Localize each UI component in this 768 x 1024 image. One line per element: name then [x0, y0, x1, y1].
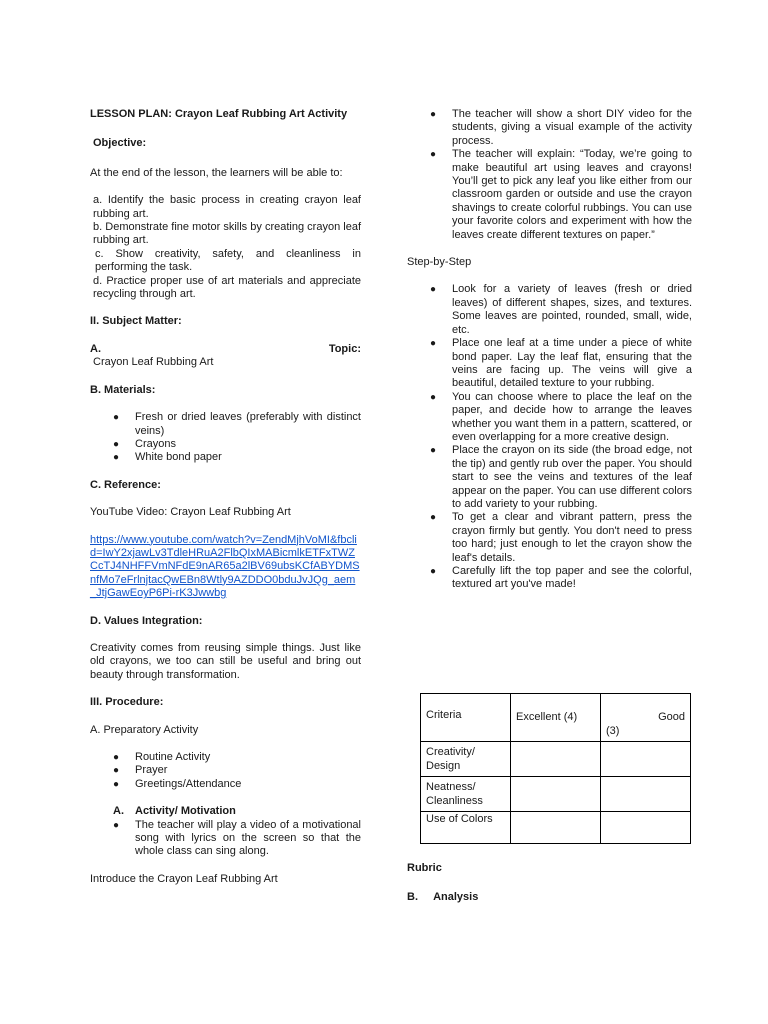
- criteria-cell: Neatness/ Cleanliness: [421, 777, 511, 812]
- table-row: [421, 694, 691, 742]
- list-item: ● The teacher will explain: “Today, we’re going to make beautiful art using leaves and crayons! You’ll get to pick any leaf you like either from our classroom garden or outside and use the crayon shavings to create colorful rubbings. You can use your favorite colors and experiment with how the leaves create different textures on paper.”: [430, 148, 692, 241]
- lesson-title: LESSON PLAN: Crayon Leaf Rubbing Art Activity: [90, 108, 348, 120]
- score-cell: [601, 812, 691, 844]
- right-column: [407, 108, 692, 592]
- reference-heading: C. Reference:: [90, 478, 161, 491]
- criteria-cell: Creativity/ Design: [421, 742, 511, 777]
- list-item: ● White bond paper: [113, 451, 222, 464]
- header-good-word: Good: [658, 711, 685, 723]
- list-item: ● Fresh or dried leaves (preferably with distinct veins): [113, 411, 361, 437]
- bullet-icon: ●: [430, 445, 437, 457]
- list-item: ● Crayons: [113, 437, 176, 450]
- bullet-icon: ●: [430, 109, 437, 120]
- bullet-icon: ●: [113, 438, 120, 450]
- subject-matter-heading: II. Subject Matter:: [90, 315, 182, 328]
- score-cell: [511, 812, 601, 844]
- bullet-icon: ●: [430, 566, 437, 577]
- introduce-text: Introduce the Crayon Leaf Rubbing Art: [90, 872, 278, 885]
- header-good: [601, 694, 691, 742]
- steps-list: [407, 283, 692, 591]
- list-item: ● You can choose where to place the leaf on the paper, and decide how to arrange the leaves whether you want them in a pattern, scattered, or even overlapping for a more creative design.: [430, 390, 692, 443]
- activity-heading: A. Activity/ Motivation: [113, 805, 236, 818]
- procedure-heading: III. Procedure:: [90, 696, 164, 709]
- header-criteria: Criteria: [421, 694, 511, 742]
- score-cell: [511, 742, 601, 777]
- table-row: [421, 812, 691, 844]
- criteria-cell: Use of Colors: [421, 812, 511, 844]
- score-cell: [601, 777, 691, 812]
- bullet-icon: ●: [430, 149, 437, 161]
- rubric-label: Rubric: [407, 862, 442, 874]
- objective-b: b. Demonstrate fine motor skills by creating crayon leaf rubbing art.: [93, 221, 361, 247]
- objective-intro: At the end of the lesson, the learners will be able to:: [90, 166, 343, 179]
- objective-d: d. Practice proper use of art materials and appreciate recycling through art.: [93, 274, 361, 301]
- preparatory-heading: A. Preparatory Activity: [90, 723, 199, 736]
- topic-value: Crayon Leaf Rubbing Art: [93, 356, 214, 369]
- objective-heading: Objective:: [93, 137, 147, 150]
- table-row: [421, 777, 691, 812]
- values-text: Creativity comes from reusing simple things. Just like old crayons, we too can still be useful and bring out beauty through transformation.: [90, 641, 361, 681]
- score-cell: [511, 777, 601, 812]
- teacher-list: [407, 108, 692, 242]
- list-item: ● Carefully lift the top paper and see the colorful, textured art you've made!: [430, 565, 692, 591]
- topic-letter: A.: [90, 342, 101, 355]
- list-item: ● The teacher will show a short DIY video for the students, giving a visual example of the activity process.: [430, 108, 692, 147]
- bullet-icon: ●: [113, 752, 120, 763]
- list-item: ● Routine Activity: [113, 751, 211, 763]
- step-heading: Step-by-Step: [407, 256, 472, 269]
- analysis-letter: B.: [407, 891, 418, 903]
- values-heading: D. Values Integration:: [90, 614, 203, 627]
- bullet-icon: ●: [113, 452, 120, 464]
- objective-a: a. Identify the basic process in creating crayon leaf rubbing art.: [93, 194, 361, 220]
- rubric-table: [420, 693, 691, 844]
- header-good-num: (3): [606, 725, 620, 737]
- list-item: ● Look for a variety of leaves (fresh or dried leaves) of different shapes, sizes, and textures. Some leaves are pointed, rounded, small, wide, etc.: [430, 283, 692, 336]
- list-item: ● The teacher will play a video of a motivational song with lyrics on the screen so that the whole class can sing along.: [113, 818, 361, 858]
- reference-link[interactable]: https://www.youtube.com/watch?v=ZendMjhVoMI&fbclid=IwY2xjawLv3TdleHRuA2FlbQIxMABicmlkETFxTWZCcTJ4NHFFVmNFdE9nAR65a2lBV69ubsKCfABYDMSnfMo7eFrlnjtacQwEBn8Wtly9AZDDO0bduJvJQg_aem_JtjGawEoyP6Pi-rK3Jwwbg: [90, 533, 360, 600]
- left-column: [90, 108, 361, 886]
- preparatory-list: [90, 751, 361, 791]
- analysis-heading: [407, 891, 478, 903]
- bullet-icon: ●: [113, 819, 120, 831]
- list-item: ● Prayer: [113, 764, 168, 777]
- bullet-icon: ●: [113, 778, 120, 790]
- materials-list: [90, 411, 361, 465]
- topic-label: Topic:: [328, 342, 361, 355]
- bullet-icon: ●: [430, 391, 437, 403]
- list-item: ● Place one leaf at a time under a piece of white bond paper. Lay the leaf flat, ensuring that the veins are facing up. The veins will give a beautiful, detailed texture to your rubbing.: [430, 337, 692, 390]
- bullet-icon: ●: [430, 284, 437, 296]
- bullet-icon: ●: [430, 512, 437, 524]
- list-item: ● To get a clear and vibrant pattern, press the crayon firmly but gently. You don't need to press too hard; just enough to let the crayon show the leaf's details.: [430, 511, 692, 564]
- objective-c: c. Show creativity, safety, and cleanliness in performing the task.: [95, 247, 361, 274]
- reference-text: YouTube Video: Crayon Leaf Rubbing Art: [90, 506, 291, 519]
- header-excellent: Excellent (4): [511, 694, 601, 742]
- materials-heading: B. Materials:: [90, 383, 156, 396]
- bullet-icon: ●: [113, 765, 120, 777]
- list-item: ● Greetings/Attendance: [113, 777, 242, 790]
- activity-list: [90, 805, 361, 859]
- table-row: [421, 742, 691, 777]
- analysis-label: Analysis: [433, 891, 479, 903]
- list-item: ● Place the crayon on its side (the broad edge, not the tip) and gently rub over the paper. You should start to see the veins and textures of the leaf appear on the paper. You can use different colors to add variety to your rubbing.: [430, 444, 692, 510]
- bullet-icon: ●: [430, 338, 437, 350]
- score-cell: [601, 742, 691, 777]
- bullet-icon: ●: [113, 412, 120, 424]
- topic-row: [90, 343, 361, 356]
